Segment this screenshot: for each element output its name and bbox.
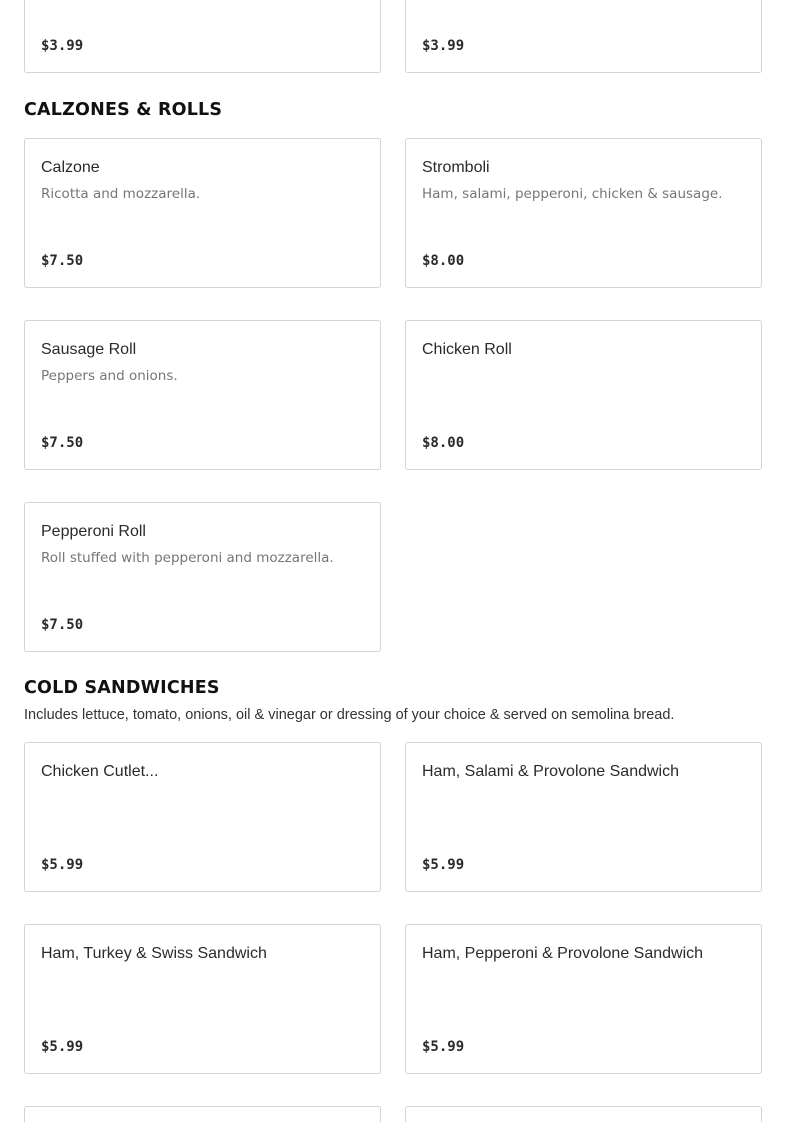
menu-item-ham-turkey-swiss[interactable] <box>24 924 381 1074</box>
item-description: Roll stuffed with pepperoni and mozzarella. <box>41 550 334 566</box>
menu-item-card[interactable] <box>24 0 381 73</box>
item-price: $8.00 <box>422 253 465 269</box>
menu-item-sausage-roll[interactable] <box>24 320 381 470</box>
item-name: Stromboli <box>422 159 490 176</box>
menu-item-pepperoni-roll[interactable] <box>24 502 381 652</box>
item-name: Calzone <box>41 159 100 176</box>
item-price: $5.99 <box>41 857 84 873</box>
item-price: $5.99 <box>41 1039 84 1055</box>
menu-item-chicken-cutlet[interactable] <box>24 742 381 892</box>
item-name: Ham, Pepperoni & Provolone Sandwich <box>422 945 704 962</box>
item-price: $8.00 <box>422 435 465 451</box>
item-name: Chicken Roll <box>422 341 512 358</box>
menu-item-ham-pepperoni-provolone[interactable] <box>405 924 762 1074</box>
menu-item-stromboli[interactable] <box>405 138 762 288</box>
item-name: Chicken Cutlet... <box>41 763 159 780</box>
section-title-cold-sandwiches: COLD SANDWICHES <box>24 678 220 698</box>
item-price: $3.99 <box>41 38 84 54</box>
menu-item-card[interactable] <box>24 1106 381 1122</box>
item-price: $5.99 <box>422 1039 465 1055</box>
item-description: Ham, salami, pepperoni, chicken & sausage. <box>422 186 723 202</box>
item-price: $7.50 <box>41 617 84 633</box>
item-price: $7.50 <box>41 435 84 451</box>
item-price: $5.99 <box>422 857 465 873</box>
item-name: Sausage Roll <box>41 341 137 358</box>
item-name: Ham, Salami & Provolone Sandwich <box>422 763 680 780</box>
item-description: Ricotta and mozzarella. <box>41 186 201 202</box>
item-price: $3.99 <box>422 38 465 54</box>
item-name: Ham, Turkey & Swiss Sandwich <box>41 945 267 962</box>
menu-item-ham-salami-provolone[interactable] <box>405 742 762 892</box>
section-title-calzones-rolls: CALZONES & ROLLS <box>24 100 223 120</box>
menu-item-card[interactable] <box>405 1106 762 1122</box>
section-description: Includes lettuce, tomato, onions, oil & vinegar or dressing of your choice & served on semolina bread. <box>24 707 675 723</box>
menu-item-card[interactable] <box>405 0 762 73</box>
item-name: Pepperoni Roll <box>41 523 146 540</box>
menu-item-chicken-roll[interactable] <box>405 320 762 470</box>
item-price: $7.50 <box>41 253 84 269</box>
item-description: Peppers and onions. <box>41 368 178 384</box>
menu-item-calzone[interactable] <box>24 138 381 288</box>
